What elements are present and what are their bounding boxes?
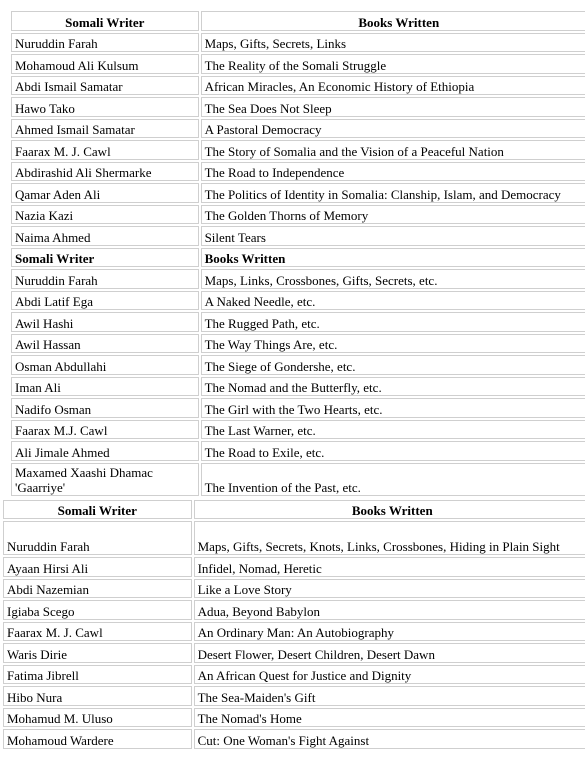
writer-cell: Mohamud M. Uluso <box>3 708 192 728</box>
writer-cell: Nuruddin Farah <box>11 269 199 289</box>
writer-cell: Awil Hashi <box>11 312 199 332</box>
books-cell: Maps, Gifts, Secrets, Links <box>201 33 585 53</box>
books-cell: The Politics of Identity in Somalia: Clanship, Islam, and Democracy <box>201 183 585 203</box>
writer-cell: Nuruddin Farah <box>3 521 192 555</box>
column-header-books: Books Written <box>194 500 585 519</box>
table-row <box>3 557 585 577</box>
table-row <box>11 312 585 332</box>
column-header-writer: Somali Writer <box>11 11 199 31</box>
table-row <box>11 162 585 182</box>
table-row <box>3 600 585 620</box>
books-cell: The Road to Independence <box>201 162 585 182</box>
books-cell: The Last Warner, etc. <box>201 420 585 440</box>
table-row <box>11 463 585 496</box>
table-row <box>11 205 585 225</box>
table-row <box>11 291 585 311</box>
writer-cell: Nadifo Osman <box>11 398 199 418</box>
writer-cell: Faarax M.J. Cawl <box>11 420 199 440</box>
table-row <box>11 97 585 117</box>
books-cell: Desert Flower, Desert Children, Desert Dawn <box>194 643 585 663</box>
writer-cell: Nuruddin Farah <box>11 33 199 53</box>
writer-cell: Maxamed Xaashi Dhamac 'Gaarriye' <box>11 463 199 496</box>
table-row <box>3 643 585 663</box>
writer-cell: Abdi Nazemian <box>3 579 192 599</box>
table-row <box>11 377 585 397</box>
table-row <box>11 420 585 440</box>
books-cell: The Golden Thorns of Memory <box>201 205 585 225</box>
subheader-books-cell: Books Written <box>201 248 585 268</box>
books-cell: The Sea-Maiden's Gift <box>194 686 585 706</box>
writer-cell: Ayaan Hirsi Ali <box>3 557 192 577</box>
table-row <box>3 729 585 749</box>
books-cell: The Invention of the Past, etc. <box>201 463 585 496</box>
table-row <box>11 334 585 354</box>
table-row <box>11 119 585 139</box>
books-cell: The Nomad and the Butterfly, etc. <box>201 377 585 397</box>
writer-cell: Faarax M. J. Cawl <box>3 622 192 642</box>
writer-cell: Ali Jimale Ahmed <box>11 441 199 461</box>
table-row <box>3 708 585 728</box>
writer-cell: Abdi Latif Ega <box>11 291 199 311</box>
writer-cell: Igiaba Scego <box>3 600 192 620</box>
writers-table-2 <box>1 498 585 751</box>
books-cell: The Rugged Path, etc. <box>201 312 585 332</box>
books-cell: Infidel, Nomad, Heretic <box>194 557 585 577</box>
table-row <box>3 686 585 706</box>
books-cell: Cut: One Woman's Fight Against <box>194 729 585 749</box>
writer-cell: Awil Hassan <box>11 334 199 354</box>
writer-cell: Ahmed Ismail Samatar <box>11 119 199 139</box>
books-cell: An African Quest for Justice and Dignity <box>194 665 585 685</box>
table-row <box>11 226 585 246</box>
writer-cell: Abdirashid Ali Shermarke <box>11 162 199 182</box>
writer-cell: Fatima Jibrell <box>3 665 192 685</box>
writer-cell: Iman Ali <box>11 377 199 397</box>
writers-table-1 <box>9 9 585 498</box>
books-cell: An Ordinary Man: An Autobiography <box>194 622 585 642</box>
writer-cell: Qamar Aden Ali <box>11 183 199 203</box>
books-cell: Silent Tears <box>201 226 585 246</box>
writer-cell: Hibo Nura <box>3 686 192 706</box>
table-header-row <box>3 500 585 519</box>
table-row <box>11 183 585 203</box>
books-cell: The Road to Exile, etc. <box>201 441 585 461</box>
table-row <box>3 579 585 599</box>
books-cell: Maps, Gifts, Secrets, Knots, Links, Crossbones, Hiding in Plain Sight <box>194 521 585 555</box>
writer-cell: Nazia Kazi <box>11 205 199 225</box>
books-cell: The Sea Does Not Sleep <box>201 97 585 117</box>
books-cell: Maps, Links, Crossbones, Gifts, Secrets, etc. <box>201 269 585 289</box>
table-row <box>11 398 585 418</box>
table-row <box>3 622 585 642</box>
column-header-writer: Somali Writer <box>3 500 192 519</box>
writer-cell: Mohamoud Wardere <box>3 729 192 749</box>
writer-cell: Naima Ahmed <box>11 226 199 246</box>
table-row <box>11 54 585 74</box>
books-cell: The Reality of the Somali Struggle <box>201 54 585 74</box>
table-row <box>3 521 585 555</box>
books-cell: African Miracles, An Economic History of Ethiopia <box>201 76 585 96</box>
table-row <box>3 665 585 685</box>
books-cell: Like a Love Story <box>194 579 585 599</box>
table-row <box>11 269 585 289</box>
books-cell: The Way Things Are, etc. <box>201 334 585 354</box>
books-cell: A Pastoral Democracy <box>201 119 585 139</box>
books-cell: The Story of Somalia and the Vision of a Peaceful Nation <box>201 140 585 160</box>
writer-cell: Hawo Tako <box>11 97 199 117</box>
table-subheader-row <box>11 248 585 268</box>
table-row <box>11 76 585 96</box>
writer-cell: Abdi Ismail Samatar <box>11 76 199 96</box>
writer-cell: Faarax M. J. Cawl <box>11 140 199 160</box>
subheader-writer-cell: Somali Writer <box>11 248 199 268</box>
books-cell: The Girl with the Two Hearts, etc. <box>201 398 585 418</box>
writer-cell: Waris Dirie <box>3 643 192 663</box>
table-row <box>11 33 585 53</box>
books-cell: The Siege of Gondershe, etc. <box>201 355 585 375</box>
writer-cell: Osman Abdullahi <box>11 355 199 375</box>
books-cell: The Nomad's Home <box>194 708 585 728</box>
books-cell: Adua, Beyond Babylon <box>194 600 585 620</box>
writer-cell: Mohamoud Ali Kulsum <box>11 54 199 74</box>
column-header-books: Books Written <box>201 11 585 31</box>
table-row <box>11 441 585 461</box>
table-header-row <box>11 11 585 31</box>
books-cell: A Naked Needle, etc. <box>201 291 585 311</box>
table-row <box>11 140 585 160</box>
table-row <box>11 355 585 375</box>
